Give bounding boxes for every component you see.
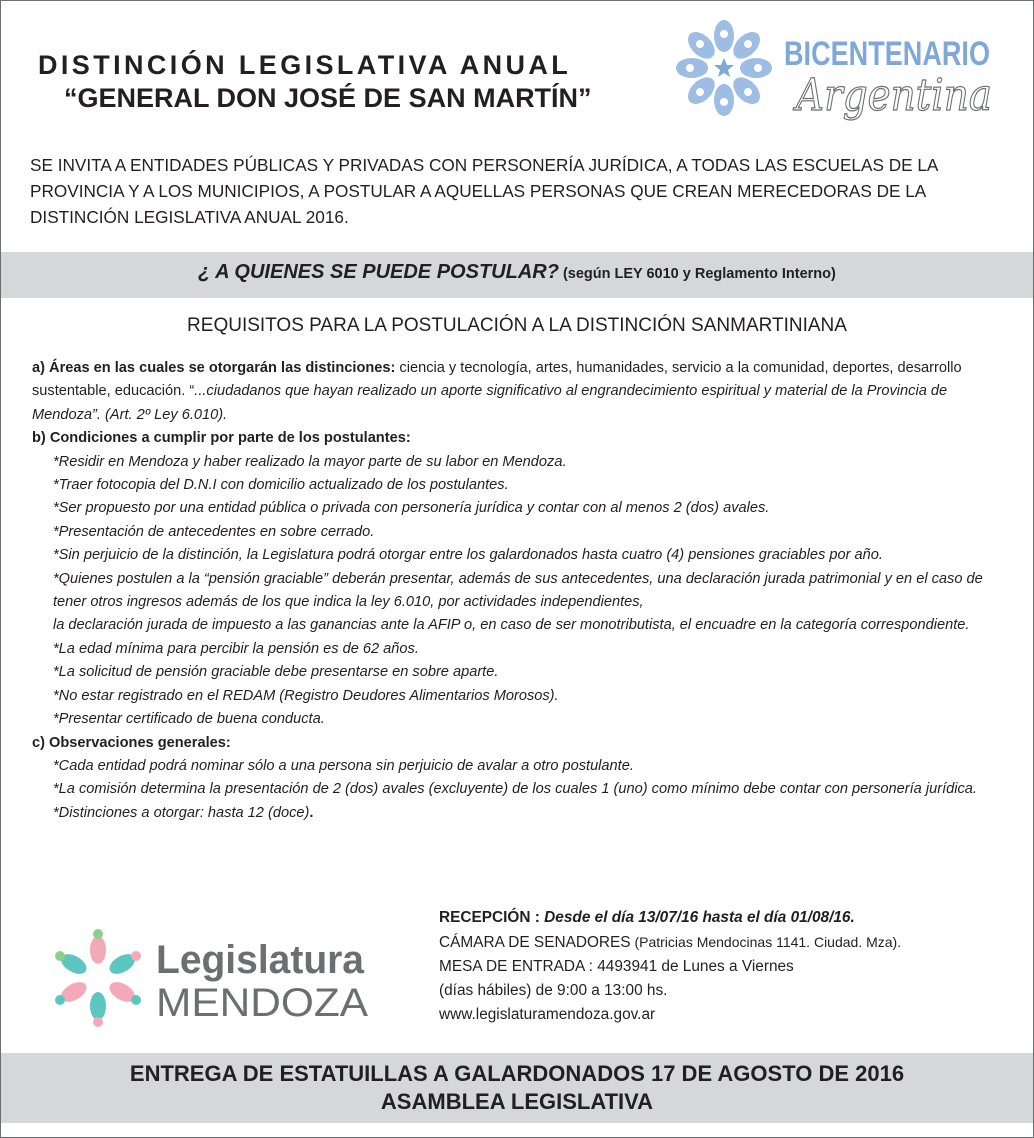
section-b-label: b) Condiciones a cumplir por parte de los postulantes: xyxy=(32,430,411,447)
list-item: *Quienes postulen a la “pensión graciable” deberán presentar, además de sus antecedentes, una declaración jurada patrimonial y en el caso de tener otros ingresos además de los que indica la ley 6.010, por actividades independientes, xyxy=(53,570,983,611)
section-a-quote: ...ciudadanos que hayan realizado un aporte significativo al engrandecimiento espiritual y material de la Provincia de Mendoza”. (Art. 2º Ley 6.010). xyxy=(32,383,948,423)
question-main: ¿ A QUIENES SE PUEDE POSTULAR? xyxy=(198,261,559,283)
title-line-1: DISTINCIÓN LEGISLATIVA ANUAL xyxy=(38,50,572,80)
reception-phone: MESA DE ENTRADA : 4493941 de Lunes a Viernes xyxy=(439,958,794,975)
section-a-label: a) Áreas en las cuales se otorgarán las distinciones: xyxy=(32,360,396,376)
footer-line-1: ENTREGA DE ESTATUILLAS A GALARDONADOS 17 DE AGOSTO DE 2016 xyxy=(129,1061,905,1086)
list-item: *Ser propuesto por una entidad pública o privada con personería jurídica y contar con al menos 2 (dos) avales. xyxy=(53,500,770,517)
list-item: *No estar registrado en el REDAM (Registro Deudores Alimentarios Morosos). xyxy=(53,687,559,704)
reception-location: CÁMARA DE SENADORES (Patricias Mendocinas 1141. Ciudad. Mza). xyxy=(439,934,902,951)
section-a-text: ciencia y tecnología, artes, humanidades, servicio a la comunidad, deportes, desarrollo sustentable, educación. “ xyxy=(32,360,962,400)
title-line-2: “GENERAL DON JOSÉ DE SAN MARTÍN” xyxy=(64,83,592,113)
list-item: *Residir en Mendoza y haber realizado la mayor parte de su labor en Mendoza. xyxy=(53,453,567,470)
list-item: *Cada entidad podrá nominar sólo a una persona sin perjuicio de avalar a otro postulante. xyxy=(53,757,634,774)
requirements-body xyxy=(32,357,1017,825)
list-item-continuation: la declaración jurada de impuesto a las ganancias ante la AFIP o, en caso de ser monotributista, el encuadre en la categoría correspondiente. xyxy=(53,617,970,634)
section-a xyxy=(32,357,1017,427)
legislatura-word: Legislatura xyxy=(156,938,365,982)
footer-line-2: ASAMBLEA LEGISLATIVA xyxy=(380,1089,654,1114)
bicentenario-flower-icon xyxy=(676,20,772,116)
list-item: *La edad mínima para percibir la pensión es de 62 años. xyxy=(53,640,419,657)
argentina-word: Argentina xyxy=(792,70,992,121)
reception-info xyxy=(439,906,999,1027)
requirements-title: REQUISITOS PARA LA POSTULACIÓN A LA DISTINCIÓN SANMARTINIANA xyxy=(187,315,847,336)
legislatura-logo xyxy=(56,928,376,1028)
mendoza-word: MENDOZA xyxy=(156,981,369,1025)
reception-hours: (días hábiles) de 9:00 a 13:00 hs. xyxy=(439,982,668,999)
list-item: *Distinciones a otorgar: hasta 12 (doce). xyxy=(53,804,314,821)
footer-band xyxy=(1,1053,1033,1123)
list-item: *Presentar certificado de buena conducta. xyxy=(53,711,325,728)
list-item: *La comisión determina la presentación de 2 (dos) avales (excluyente) de los cuales 1 (uno) como mínimo debe contar con personería jurídica. xyxy=(53,781,977,798)
question-band xyxy=(1,252,1033,298)
question-sub: (según LEY 6010 y Reglamento Interno) xyxy=(558,266,836,282)
bicentenario-logo xyxy=(672,10,1002,150)
reception-website: www.legislaturamendoza.gov.ar xyxy=(439,1006,656,1023)
list-item: *Traer fotocopia del D.N.I con domicilio actualizado de los postulantes. xyxy=(53,477,509,494)
list-item: *Presentación de antecedentes en sobre cerrado. xyxy=(53,523,375,540)
legislatura-flower-icon xyxy=(55,929,141,1027)
list-item: *La solicitud de pensión graciable debe presentarse en sobre aparte. xyxy=(53,664,499,681)
list-item: *Sin perjuicio de la distinción, la Legislatura podrá otorgar entre los galardonados hasta cuatro (4) pensiones graciables por año. xyxy=(53,547,883,564)
intro-paragraph: SE INVITA A ENTIDADES PÚBLICAS Y PRIVADAS CON PERSONERÍA JURÍDICA, A TODAS LAS ESCUELAS DE LA PROVINCIA Y A LOS MUNICIPIOS, A POSTULAR A AQUELLAS PERSONAS QUE CREAN MERECEDORAS DE LA DISTINCIÓN LEGISLATIVA ANUAL 2016. xyxy=(30,155,938,227)
reception-dates: RECEPCIÓN : Desde el día 13/07/16 hasta el día 01/08/16. xyxy=(439,909,855,926)
bicentenario-word: BICENTENARIO xyxy=(784,35,990,73)
question-heading xyxy=(1,261,1033,284)
section-c-label: c) Observaciones generales: xyxy=(32,734,231,751)
